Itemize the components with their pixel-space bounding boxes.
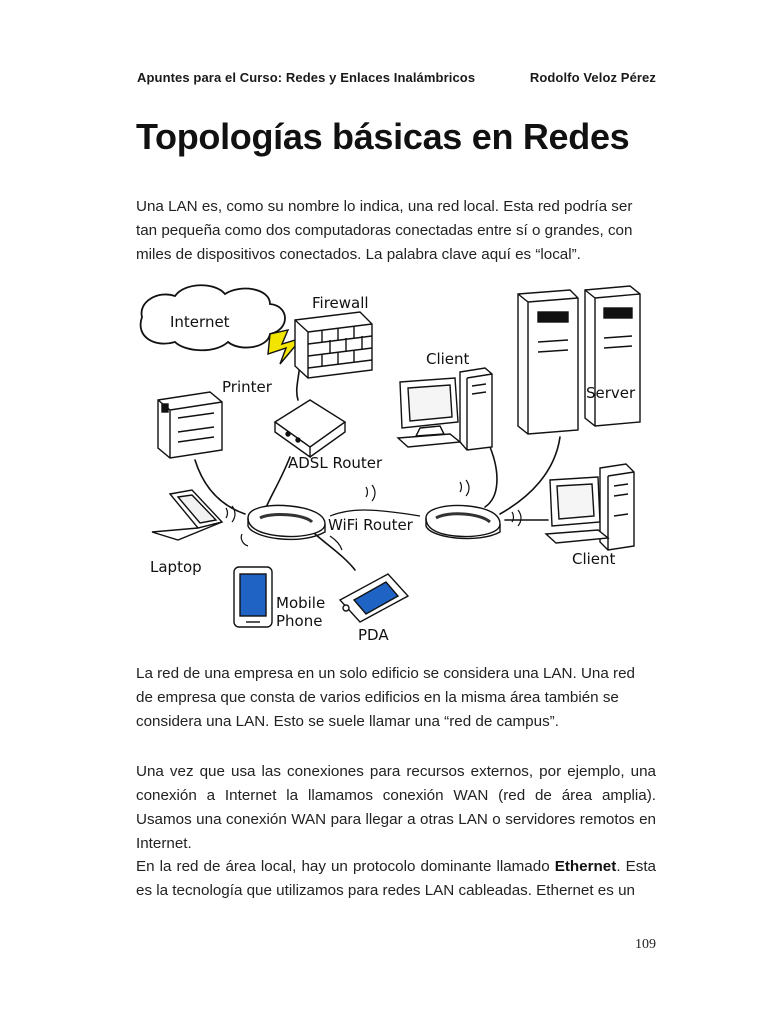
paragraph-ethernet: [136, 855, 656, 903]
label-mobile-phone-1: Mobile: [276, 594, 326, 612]
cable-client-wifi2: [485, 447, 497, 507]
label-client-bottom: Client: [572, 550, 616, 568]
ethernet-text-after: . Esta es la tecnología que utilizamos para redes LAN cableadas. Ethernet es un: [136, 858, 656, 899]
laptop-icon: [152, 490, 222, 540]
adsl-router-icon: [275, 400, 345, 457]
printer-icon: [158, 392, 222, 458]
label-internet: Internet: [170, 313, 230, 331]
ethernet-keyword: Ethernet: [554, 858, 617, 875]
label-adsl-router: ADSL Router: [288, 454, 383, 472]
client-computer-icon: [398, 368, 492, 450]
header-author: Rodolfo Veloz Pérez: [529, 70, 656, 85]
firewall-icon: [295, 312, 372, 378]
paragraph-campus-network: La red de una empresa en un solo edificio se considera una LAN. Una red de empresa que consta de varios edificios en la misma área también se considera una LAN. Esto se suele llamar una “red de campus”.: [136, 665, 635, 730]
ethernet-text-before: En la red de área local, hay un protocolo dominante llamado: [136, 858, 555, 875]
label-wifi-router: WiFi Router: [328, 516, 413, 534]
wifi-router-icon: [248, 505, 325, 539]
page-number: 109: [635, 937, 656, 952]
label-mobile-phone-2: Phone: [276, 612, 323, 630]
client-computer-2-icon: [546, 464, 634, 550]
header-course: Apuntes para el Curso: Redes y Enlaces Inalámbricos: [137, 70, 476, 85]
cloud-icon: [141, 285, 285, 350]
mobile-phone-icon: [234, 567, 272, 627]
page-title: Topologías básicas en Redes: [136, 116, 630, 157]
running-header: [137, 70, 656, 85]
pda-icon: [340, 574, 408, 622]
label-server: Server: [586, 384, 636, 402]
label-printer: Printer: [222, 378, 272, 396]
label-pda: PDA: [358, 626, 389, 644]
server-icon: [518, 286, 640, 434]
label-firewall: Firewall: [312, 294, 369, 312]
label-client-top: Client: [426, 350, 470, 368]
paragraph-lan-intro: Una LAN es, como su nombre lo indica, una red local. Esta red podría ser tan pequeña como dos computadoras conectadas entre sí o grandes, con miles de dispositivos conectados. La palabra clave aquí es “local”.: [136, 198, 633, 263]
label-laptop: Laptop: [150, 558, 202, 576]
paragraph-wan-connection: Una vez que usa las conexiones para recursos externos, por ejemplo, una conexión a Internet la llamamos conexión WAN (red de área amplia). Usamos una conexión WAN para llegar a otras LAN o servidores remotos en Internet.: [136, 763, 656, 852]
cable-adsl-wifi: [265, 457, 290, 510]
wifi-router-2-icon: [426, 506, 500, 539]
network-topology-diagram: [130, 282, 660, 652]
